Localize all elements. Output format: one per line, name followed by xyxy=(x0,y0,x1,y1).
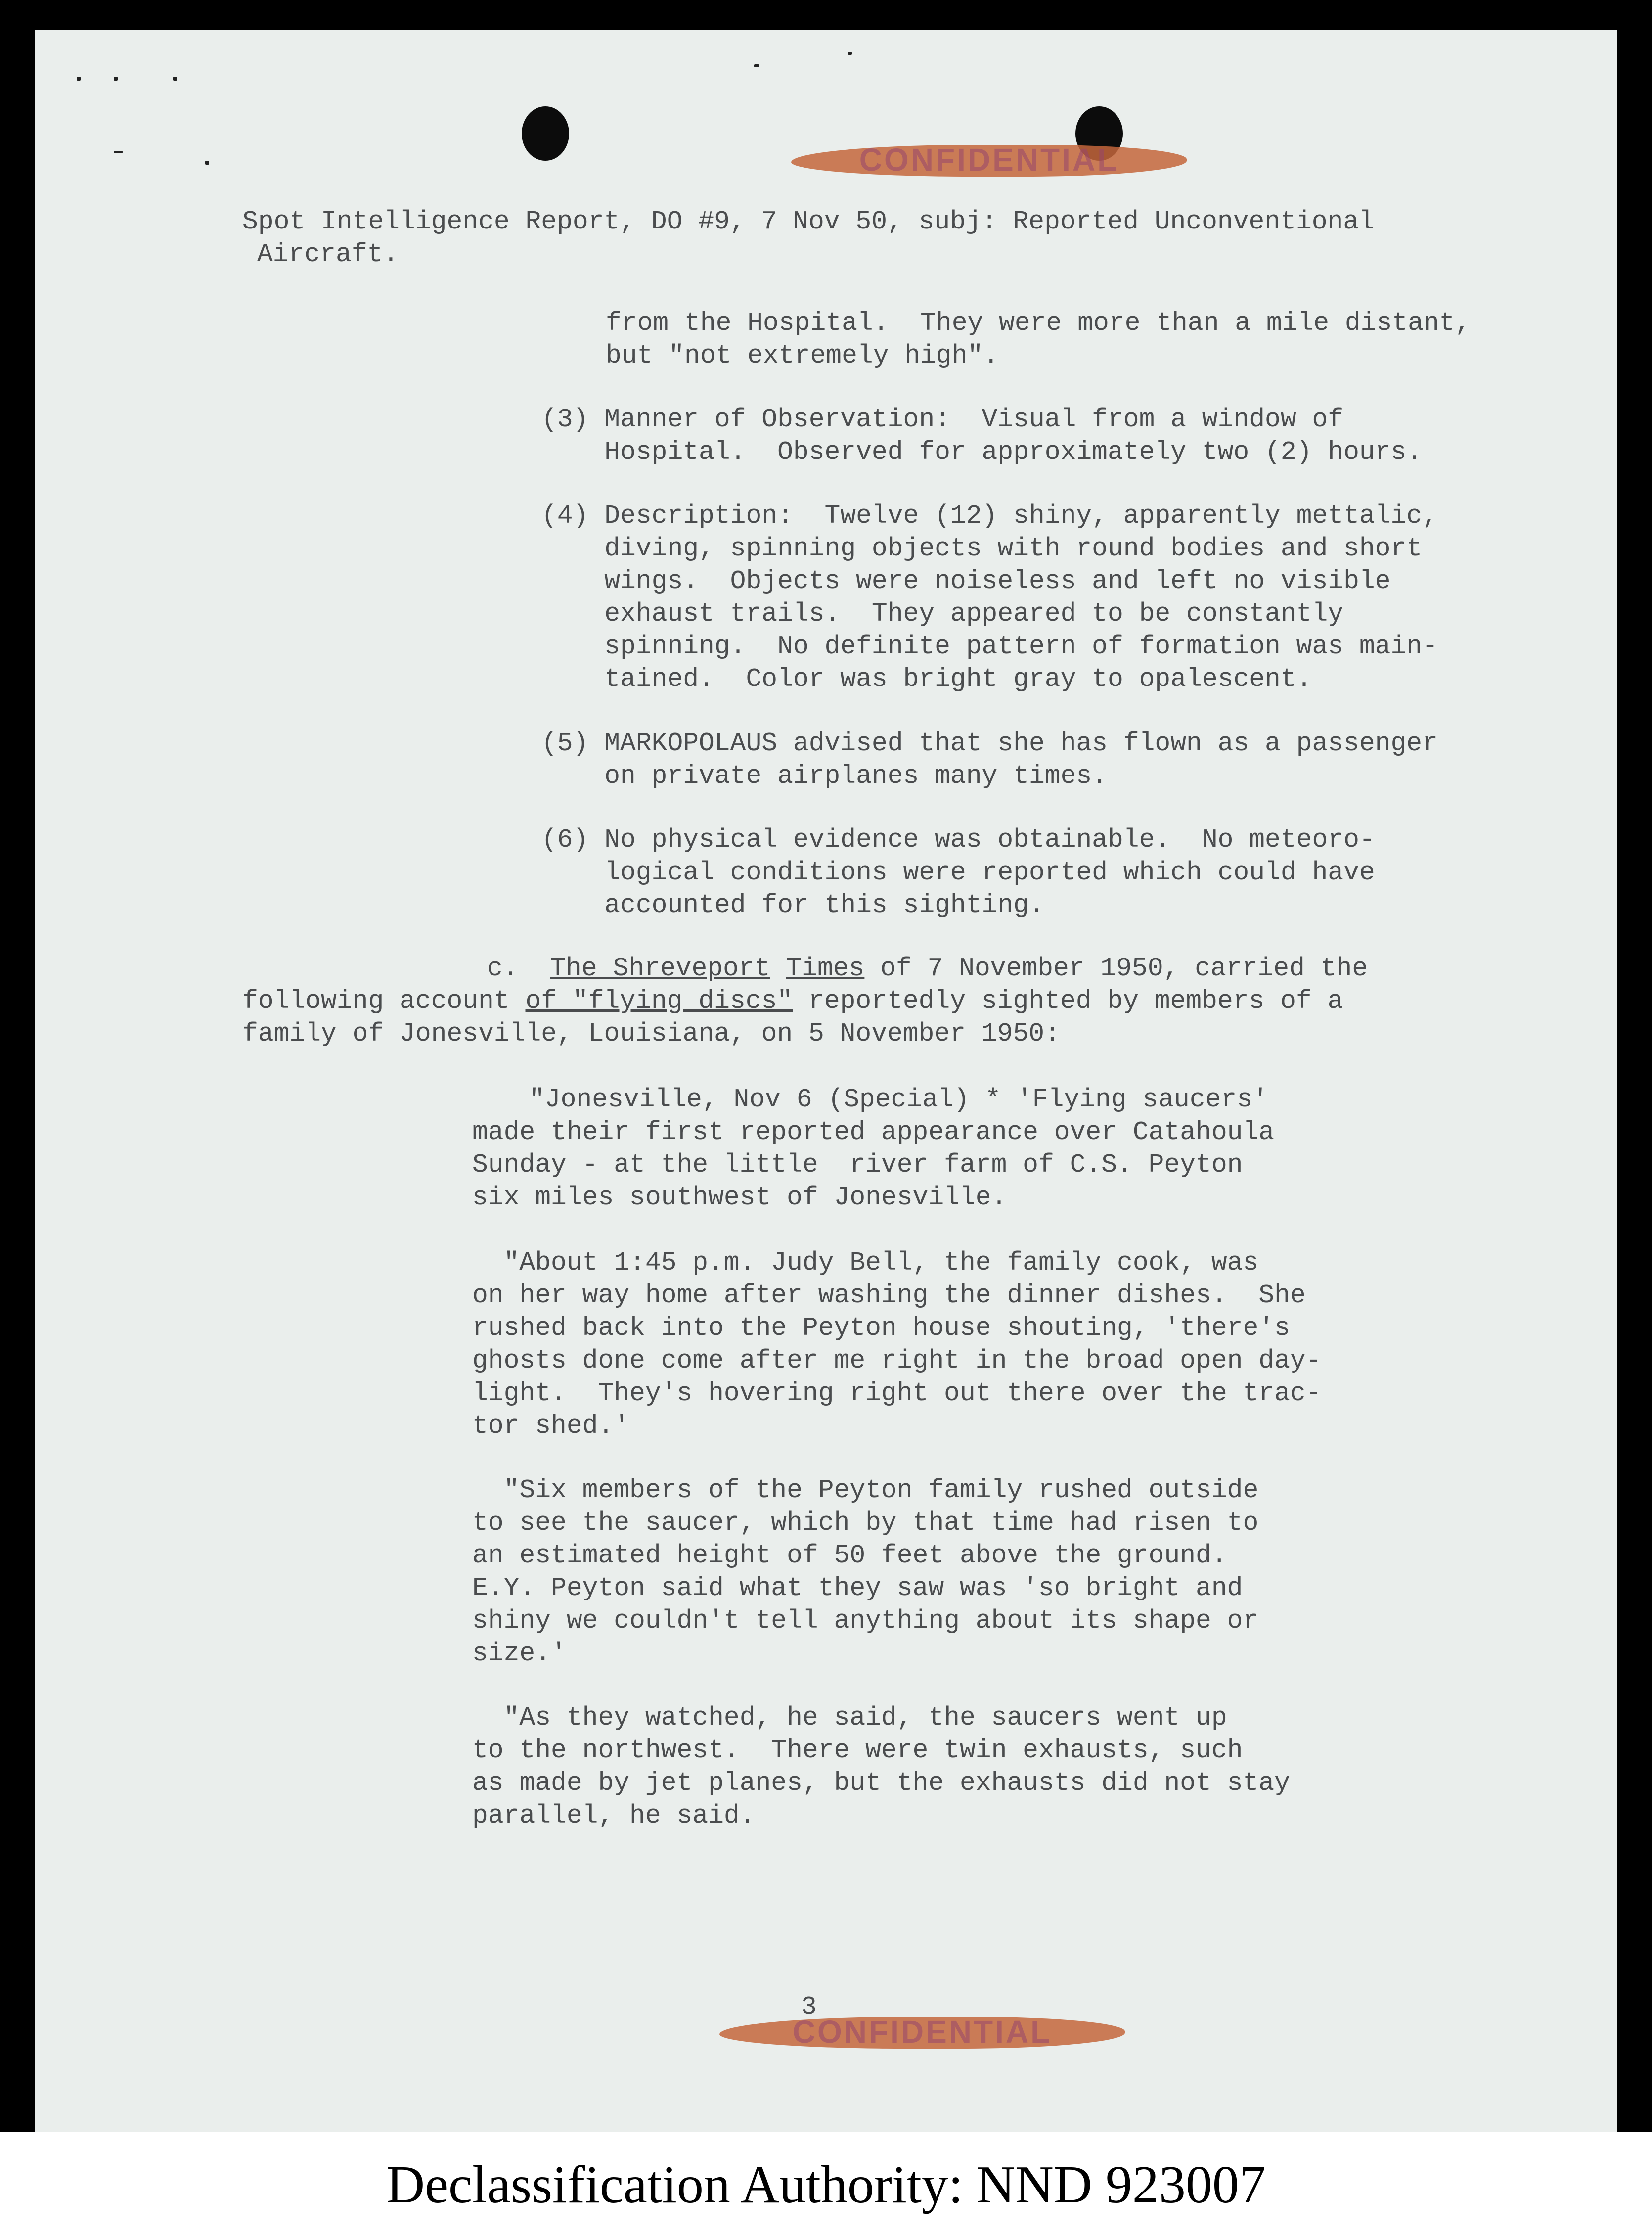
item-4-line: tained. Color was bright gray to opalescent. xyxy=(541,664,1312,694)
confidential-stamp-bottom xyxy=(719,2008,1125,2055)
quote-4-line: parallel, he said. xyxy=(472,1801,756,1830)
section-c-text: following account xyxy=(242,986,526,1016)
speck xyxy=(114,151,123,153)
header-line-2: Aircraft. xyxy=(257,239,399,269)
header-line-1: Spot Intelligence Report, DO #9, 7 Nov 50, subj: Reported Unconventional xyxy=(242,207,1375,236)
quote-3-line: size.' xyxy=(472,1639,567,1668)
quote-3-line: to see the saucer, which by that time had risen to xyxy=(472,1508,1259,1538)
section-c-line-3: family of Jonesville, Louisiana, on 5 November 1950: xyxy=(242,1019,1060,1049)
quote-2-line: light. They's hovering right out there over the trac- xyxy=(472,1378,1322,1408)
punch-hole-left xyxy=(522,106,569,161)
item-4-line: spinning. No definite pattern of formation was main- xyxy=(541,632,1438,661)
quote-3-line: E.Y. Peyton said what they saw was 'so bright and xyxy=(472,1573,1243,1603)
quote-2-line: rushed back into the Peyton house shouting, 'there's xyxy=(472,1313,1290,1343)
quote-2-line: tor shed.' xyxy=(472,1411,630,1441)
quote-4-line: as made by jet planes, but the exhausts did not stay xyxy=(472,1768,1290,1798)
item-6-line: (6) No physical evidence was obtainable. No meteoro- xyxy=(541,825,1375,855)
section-c-marker: c. xyxy=(487,954,550,983)
item-4-line: diving, spinning objects with round bodies and short xyxy=(541,534,1423,563)
quote-1-line: six miles southwest of Jonesville. xyxy=(472,1183,1007,1212)
item-6-line: logical conditions were reported which could have xyxy=(541,858,1375,887)
quote-4-line: "As they watched, he said, the saucers went up xyxy=(472,1703,1227,1733)
speck xyxy=(77,77,81,81)
document-page xyxy=(35,30,1617,2132)
stamp-text: CONFIDENTIAL xyxy=(792,2013,1052,2050)
quote-1-line: Sunday - at the little river farm of C.S. Peyton xyxy=(472,1150,1243,1180)
speck xyxy=(205,161,209,165)
item-3-line: (3) Manner of Observation: Visual from a window of xyxy=(541,405,1344,434)
item-6-line: accounted for this sighting. xyxy=(541,890,1045,920)
speck xyxy=(754,64,759,67)
quote-4-line: to the northwest. There were twin exhausts, such xyxy=(472,1736,1243,1765)
continuation-line-2: but "not extremely high". xyxy=(606,341,999,370)
declassification-footer: Declassification Authority: NND 923007 xyxy=(0,2132,1652,2238)
item-3-line: Hospital. Observed for approximately two (2) hours. xyxy=(541,437,1423,467)
flying-discs-underlined: of "flying discs" xyxy=(525,986,793,1016)
newspaper-name-2: Times xyxy=(786,954,865,983)
speck xyxy=(114,77,118,81)
quote-3-line: shiny we couldn't tell anything about its shape or xyxy=(472,1606,1259,1636)
quote-3-line: an estimated height of 50 feet above the ground. xyxy=(472,1541,1227,1570)
item-5-line: (5) MARKOPOLAUS advised that she has flown as a passenger xyxy=(541,729,1438,758)
item-5-line: on private airplanes many times. xyxy=(541,761,1108,791)
quote-1-line: "Jonesville, Nov 6 (Special) * 'Flying saucers' xyxy=(529,1085,1268,1114)
quote-3-line: "Six members of the Peyton family rushed outside xyxy=(472,1475,1259,1505)
continuation-line-1: from the Hospital. They were more than a mile distant, xyxy=(606,308,1471,338)
speck xyxy=(848,52,852,55)
section-c-text: reportedly sighted by members of a xyxy=(793,986,1343,1016)
item-4-line: exhaust trails. They appeared to be constantly xyxy=(541,599,1344,629)
section-c-line-1 xyxy=(487,952,1368,985)
newspaper-name: The Shreveport xyxy=(550,954,770,983)
section-c-line-2 xyxy=(242,985,1343,1017)
page-number: 3 xyxy=(801,1992,817,2022)
confidential-stamp-top xyxy=(791,136,1187,183)
quote-2-line: ghosts done come after me right in the broad open day- xyxy=(472,1346,1322,1375)
item-4-line: (4) Description: Twelve (12) shiny, apparently mettalic, xyxy=(541,501,1438,531)
section-c-text: of 7 November 1950, carried the xyxy=(864,954,1368,983)
item-4-line: wings. Objects were noiseless and left no visible xyxy=(541,566,1391,596)
quote-2-line: "About 1:45 p.m. Judy Bell, the family cook, was xyxy=(472,1248,1259,1278)
quote-2-line: on her way home after washing the dinner dishes. She xyxy=(472,1280,1306,1310)
speck xyxy=(173,77,177,81)
quote-1-line: made their first reported appearance over Catahoula xyxy=(472,1117,1275,1147)
stamp-text: CONFIDENTIAL xyxy=(859,141,1119,178)
